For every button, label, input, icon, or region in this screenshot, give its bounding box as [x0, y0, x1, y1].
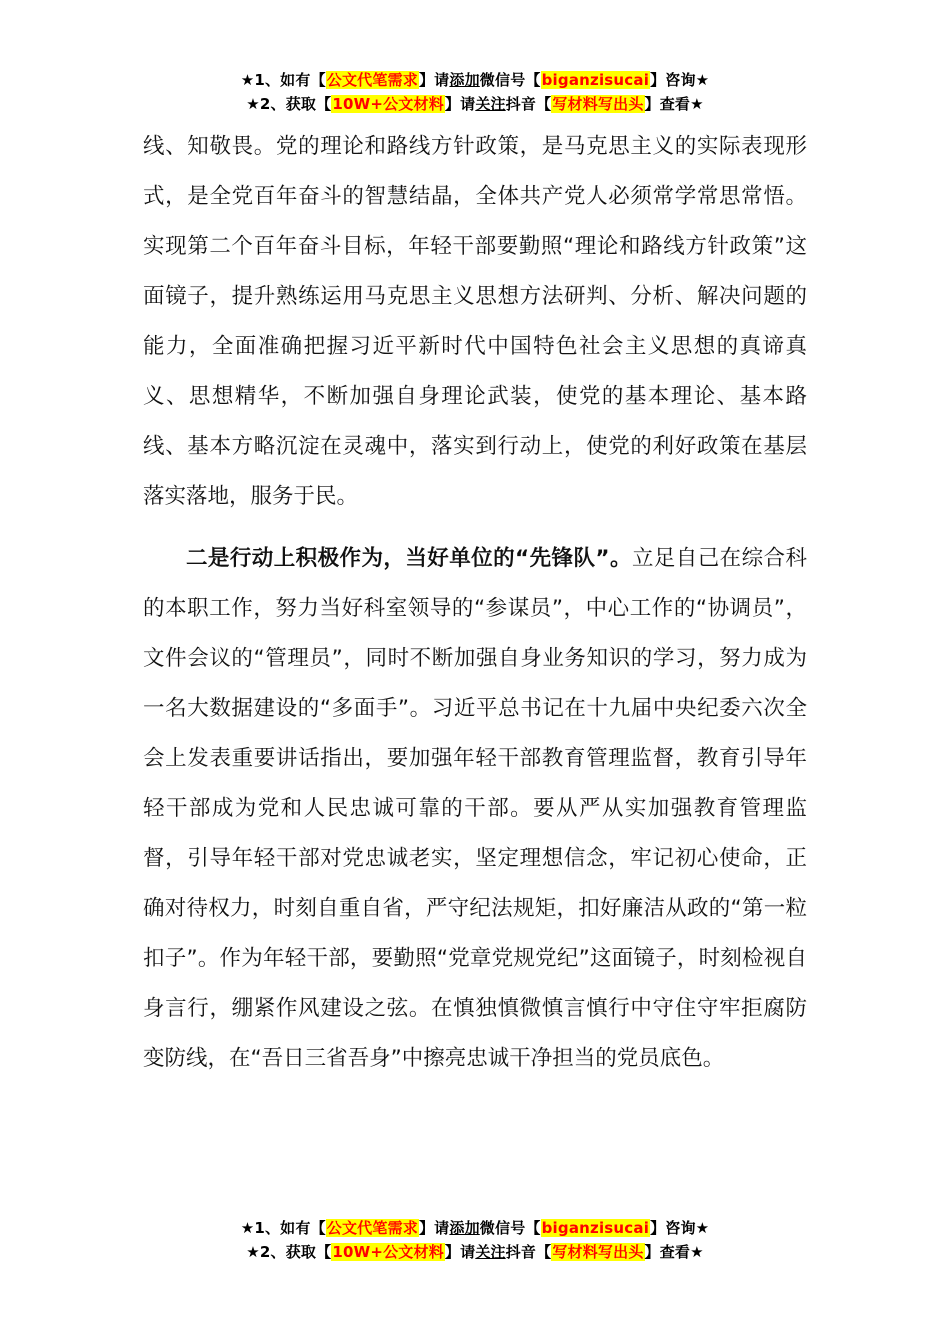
highlight-douyin-account: 写材料写出头 [552, 95, 644, 113]
banner-underlined-text: 关注 [475, 95, 506, 113]
document-body [143, 122, 807, 1084]
header-banner [0, 68, 950, 116]
highlight-douyin-account: 写材料写出头 [552, 1243, 644, 1261]
banner-text: 】查看★ [644, 1243, 704, 1261]
banner-text: 】咨询★ [650, 1219, 710, 1237]
highlight-materials: 10W+公文材料 [332, 1243, 444, 1261]
banner-text: 】请 [418, 1219, 450, 1237]
banner-text: 微信号【 [479, 1219, 541, 1237]
banner-text: ★1、如有【 [240, 71, 326, 89]
banner-text: 微信号【 [479, 71, 541, 89]
paragraph-1: 线、知敬畏。党的理论和路线方针政策，是马克思主义的实际表现形式，是全党百年奋斗的智慧结晶，全体共产党人必须常学常思常悟。实现第二个百年奋斗目标，年轻干部要勤照“理论和路线方针政策”这面镜子，提升熟练运用马克思主义思想方法研判、分析、解决问题的能力，全面准确把握习近平新时代中国特色社会主义思想的真谛真义、思想精华，不断加强自身理论武装，使党的基本理论、基本路线、基本方略沉淀在灵魂中，落实到行动上，使党的利好政策在基层落实落地，服务于民。 [143, 134, 807, 509]
banner-underlined-text: 关注 [475, 1243, 506, 1261]
banner-text: 】咨询★ [650, 71, 710, 89]
banner-text: 】请 [444, 1243, 476, 1261]
banner-text: ★1、如有【 [240, 1219, 326, 1237]
banner-underlined-text: 添加 [449, 71, 480, 89]
highlight-service: 公文代笔需求 [326, 71, 418, 89]
highlight-service: 公文代笔需求 [326, 1219, 418, 1237]
banner-text: 】请 [444, 95, 476, 113]
banner-line-2 [0, 1240, 950, 1264]
banner-text: 】查看★ [644, 95, 704, 113]
highlight-wechat-id: biganzisucai [541, 71, 650, 89]
highlight-wechat-id: biganzisucai [541, 1219, 650, 1237]
banner-text: 抖音【 [505, 95, 552, 113]
highlight-materials: 10W+公文材料 [332, 95, 444, 113]
banner-line-2 [0, 92, 950, 116]
paragraph-2-heading: 二是行动上积极作为，当好单位的“先锋队”。 [186, 546, 632, 571]
banner-text: ★2、获取【 [246, 1243, 332, 1261]
banner-underlined-text: 添加 [449, 1219, 480, 1237]
banner-text: 】请 [418, 71, 450, 89]
footer-banner [0, 1216, 950, 1264]
paragraph-2 [143, 534, 807, 1084]
paragraph-2-text: 立足自己在综合科的本职工作，努力当好科室领导的“参谋员”，中心工作的“协调员”，文件会议的“管理员”，同时不断加强自身业务知识的学习，努力成为一名大数据建设的“多面手”。习近平总书记在十九届中央纪委六次全会上发表重要讲话指出，要加强年轻干部教育管理监督，教育引导年轻干部成为党和人民忠诚可靠的干部。要从严从实加强教育管理监督，引导年轻干部对党忠诚老实，坚定理想信念，牢记初心使命，正确对待权力，时刻自重自省，严守纪法规矩，扣好廉洁从政的“第一粒扣子”。作为年轻干部，要勤照“党章党规党纪”这面镜子，时刻检视自身言行，绷紧作风建设之弦。在慎独慎微慎言慎行中守住守牢拒腐防变防线，在“吾日三省吾身”中擦亮忠诚干净担当的党员底色。 [143, 546, 807, 1071]
banner-text: 抖音【 [505, 1243, 552, 1261]
banner-line-1 [0, 68, 950, 92]
banner-text: ★2、获取【 [246, 95, 332, 113]
banner-line-1 [0, 1216, 950, 1240]
